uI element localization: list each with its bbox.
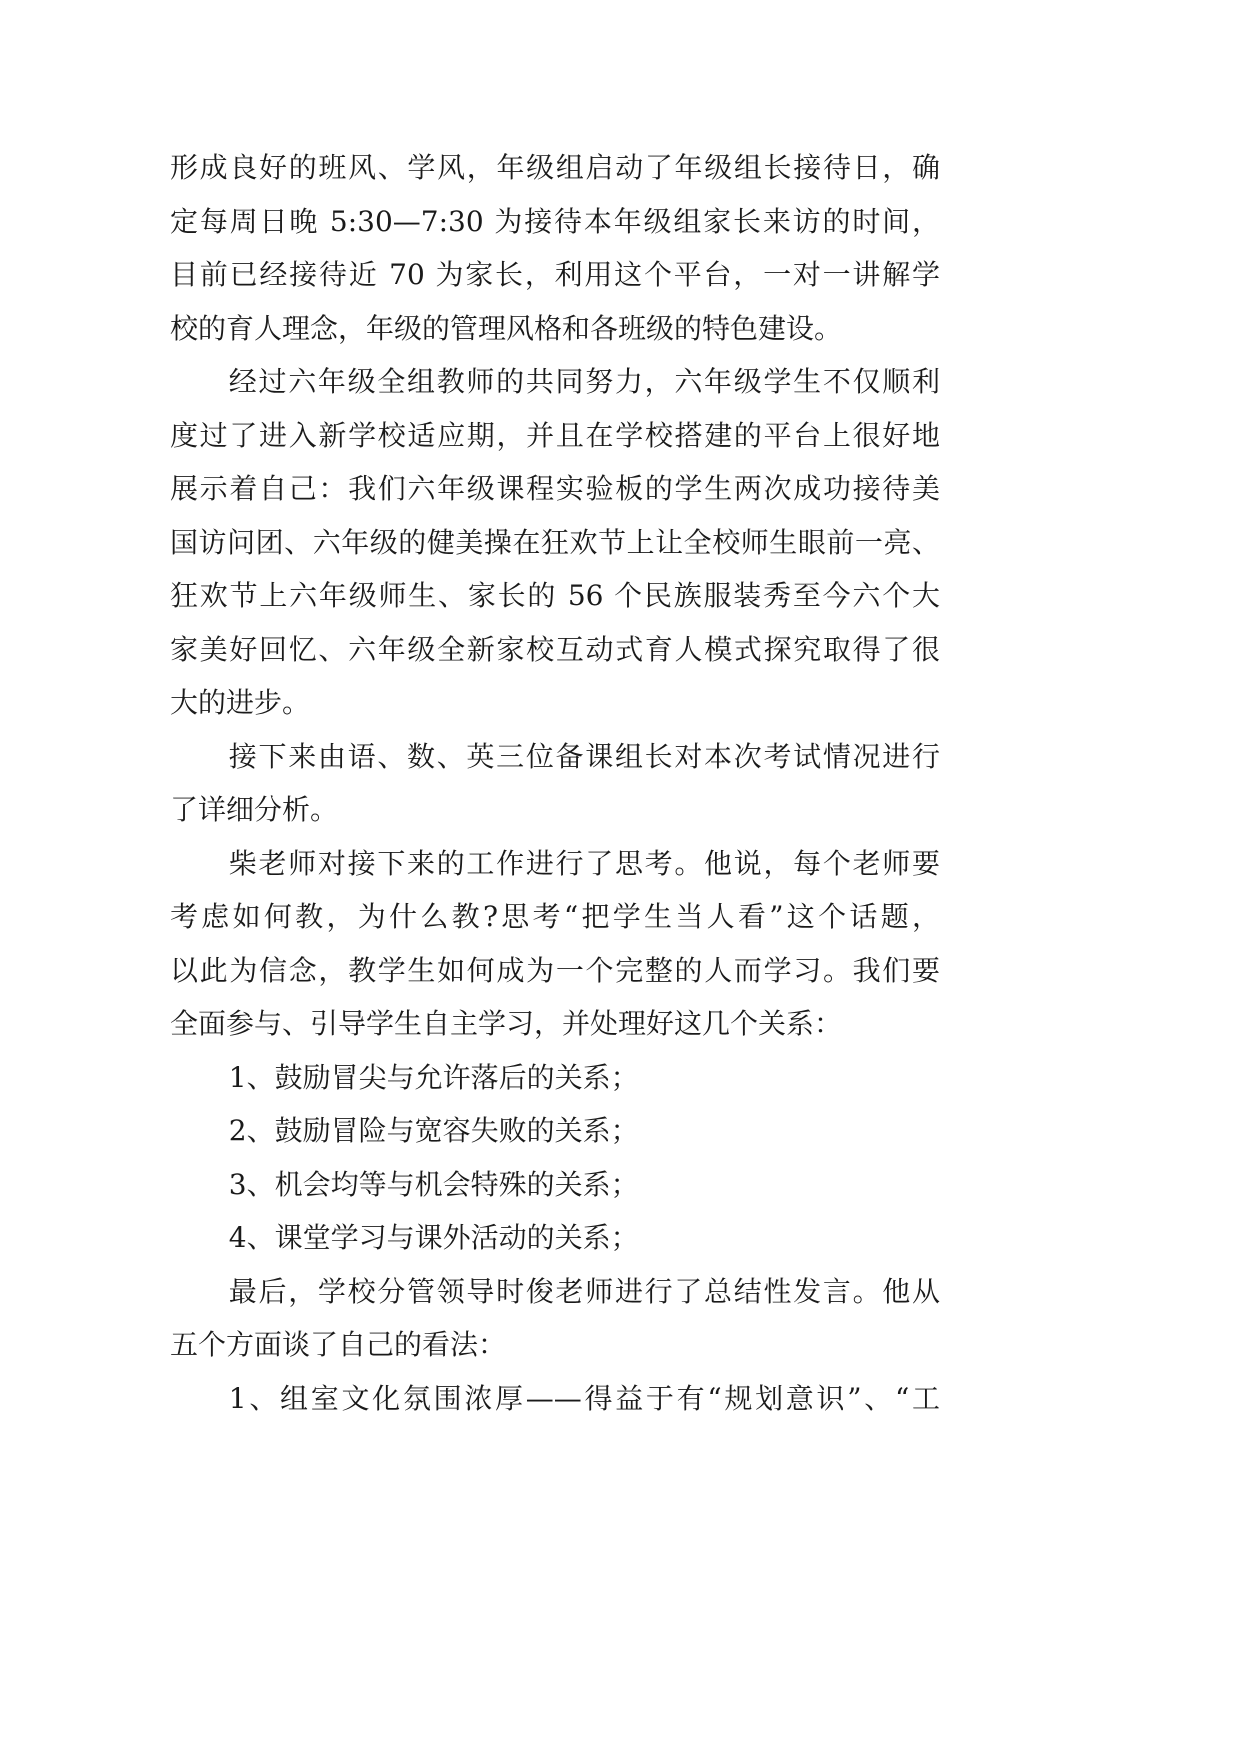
text-line: 目前已经接待近 70 为家长，利用这个平台，一对一讲解学 bbox=[170, 258, 940, 291]
text-line: 定每周日晚 5:30—7:30 为接待本年级组家长来访的时间， bbox=[170, 204, 940, 238]
list-item: 1、鼓励冒尖与允许落后的关系； bbox=[228, 1060, 639, 1094]
list-item: 3、机会均等与机会特殊的关系； bbox=[228, 1167, 639, 1201]
paragraph-teacher-reflection bbox=[170, 837, 940, 1051]
text-line: 度过了进入新学校适应期，并且在学校搭建的平台上很好地 bbox=[170, 418, 940, 452]
text-line: 柴老师对接下来的工作进行了思考。他说，每个老师要 bbox=[228, 846, 940, 880]
paragraph-achievements bbox=[170, 355, 940, 730]
text-line: 了详细分析。 bbox=[170, 793, 339, 826]
text-line: 形成良好的班风、学风，年级组启动了年级组长接待日，确 bbox=[170, 151, 940, 184]
aspects-list bbox=[170, 1372, 940, 1426]
document-body bbox=[170, 141, 940, 1425]
text-line: 校的育人理念，年级的管理风格和各班级的特色建设。 bbox=[170, 311, 843, 345]
relations-list bbox=[170, 1051, 940, 1265]
text-line: 全面参与、引导学生自主学习，并处理好这几个关系： bbox=[170, 1007, 843, 1040]
paragraph-closing-remarks bbox=[170, 1265, 940, 1372]
text-line: 经过六年级全组教师的共同努力，六年级学生不仅顺利 bbox=[228, 365, 940, 398]
paragraph-continuation bbox=[170, 141, 940, 355]
list-item: 1、组室文化氛围浓厚——得益于有“规划意识”、“工 bbox=[228, 1381, 940, 1415]
paragraph-exam-analysis bbox=[170, 730, 940, 837]
text-line: 五个方面谈了自己的看法： bbox=[170, 1328, 507, 1361]
text-line: 以此为信念，教学生如何成为一个完整的人而学习。我们要 bbox=[170, 953, 940, 987]
text-line: 考虑如何教，为什么教?思考“把学生当人看”这个话题， bbox=[170, 900, 940, 933]
text-line: 展示着自己：我们六年级课程实验板的学生两次成功接待美 bbox=[170, 472, 940, 505]
text-line: 狂欢节上六年级师生、家长的 56 个民族服装秀至今六个大 bbox=[170, 579, 940, 612]
list-item: 2、鼓励冒险与宽容失败的关系； bbox=[228, 1114, 639, 1147]
text-line: 家美好回忆、六年级全新家校互动式育人模式探究取得了很 bbox=[170, 632, 940, 666]
text-line: 最后，学校分管领导时俊老师进行了总结性发言。他从 bbox=[228, 1274, 940, 1308]
text-line: 接下来由语、数、英三位备课组长对本次考试情况进行 bbox=[228, 739, 940, 773]
text-line: 国访问团、六年级的健美操在狂欢节上让全校师生眼前一亮、 bbox=[170, 525, 940, 559]
text-line: 大的进步。 bbox=[170, 686, 311, 719]
list-item: 4、课堂学习与课外活动的关系； bbox=[228, 1221, 639, 1254]
